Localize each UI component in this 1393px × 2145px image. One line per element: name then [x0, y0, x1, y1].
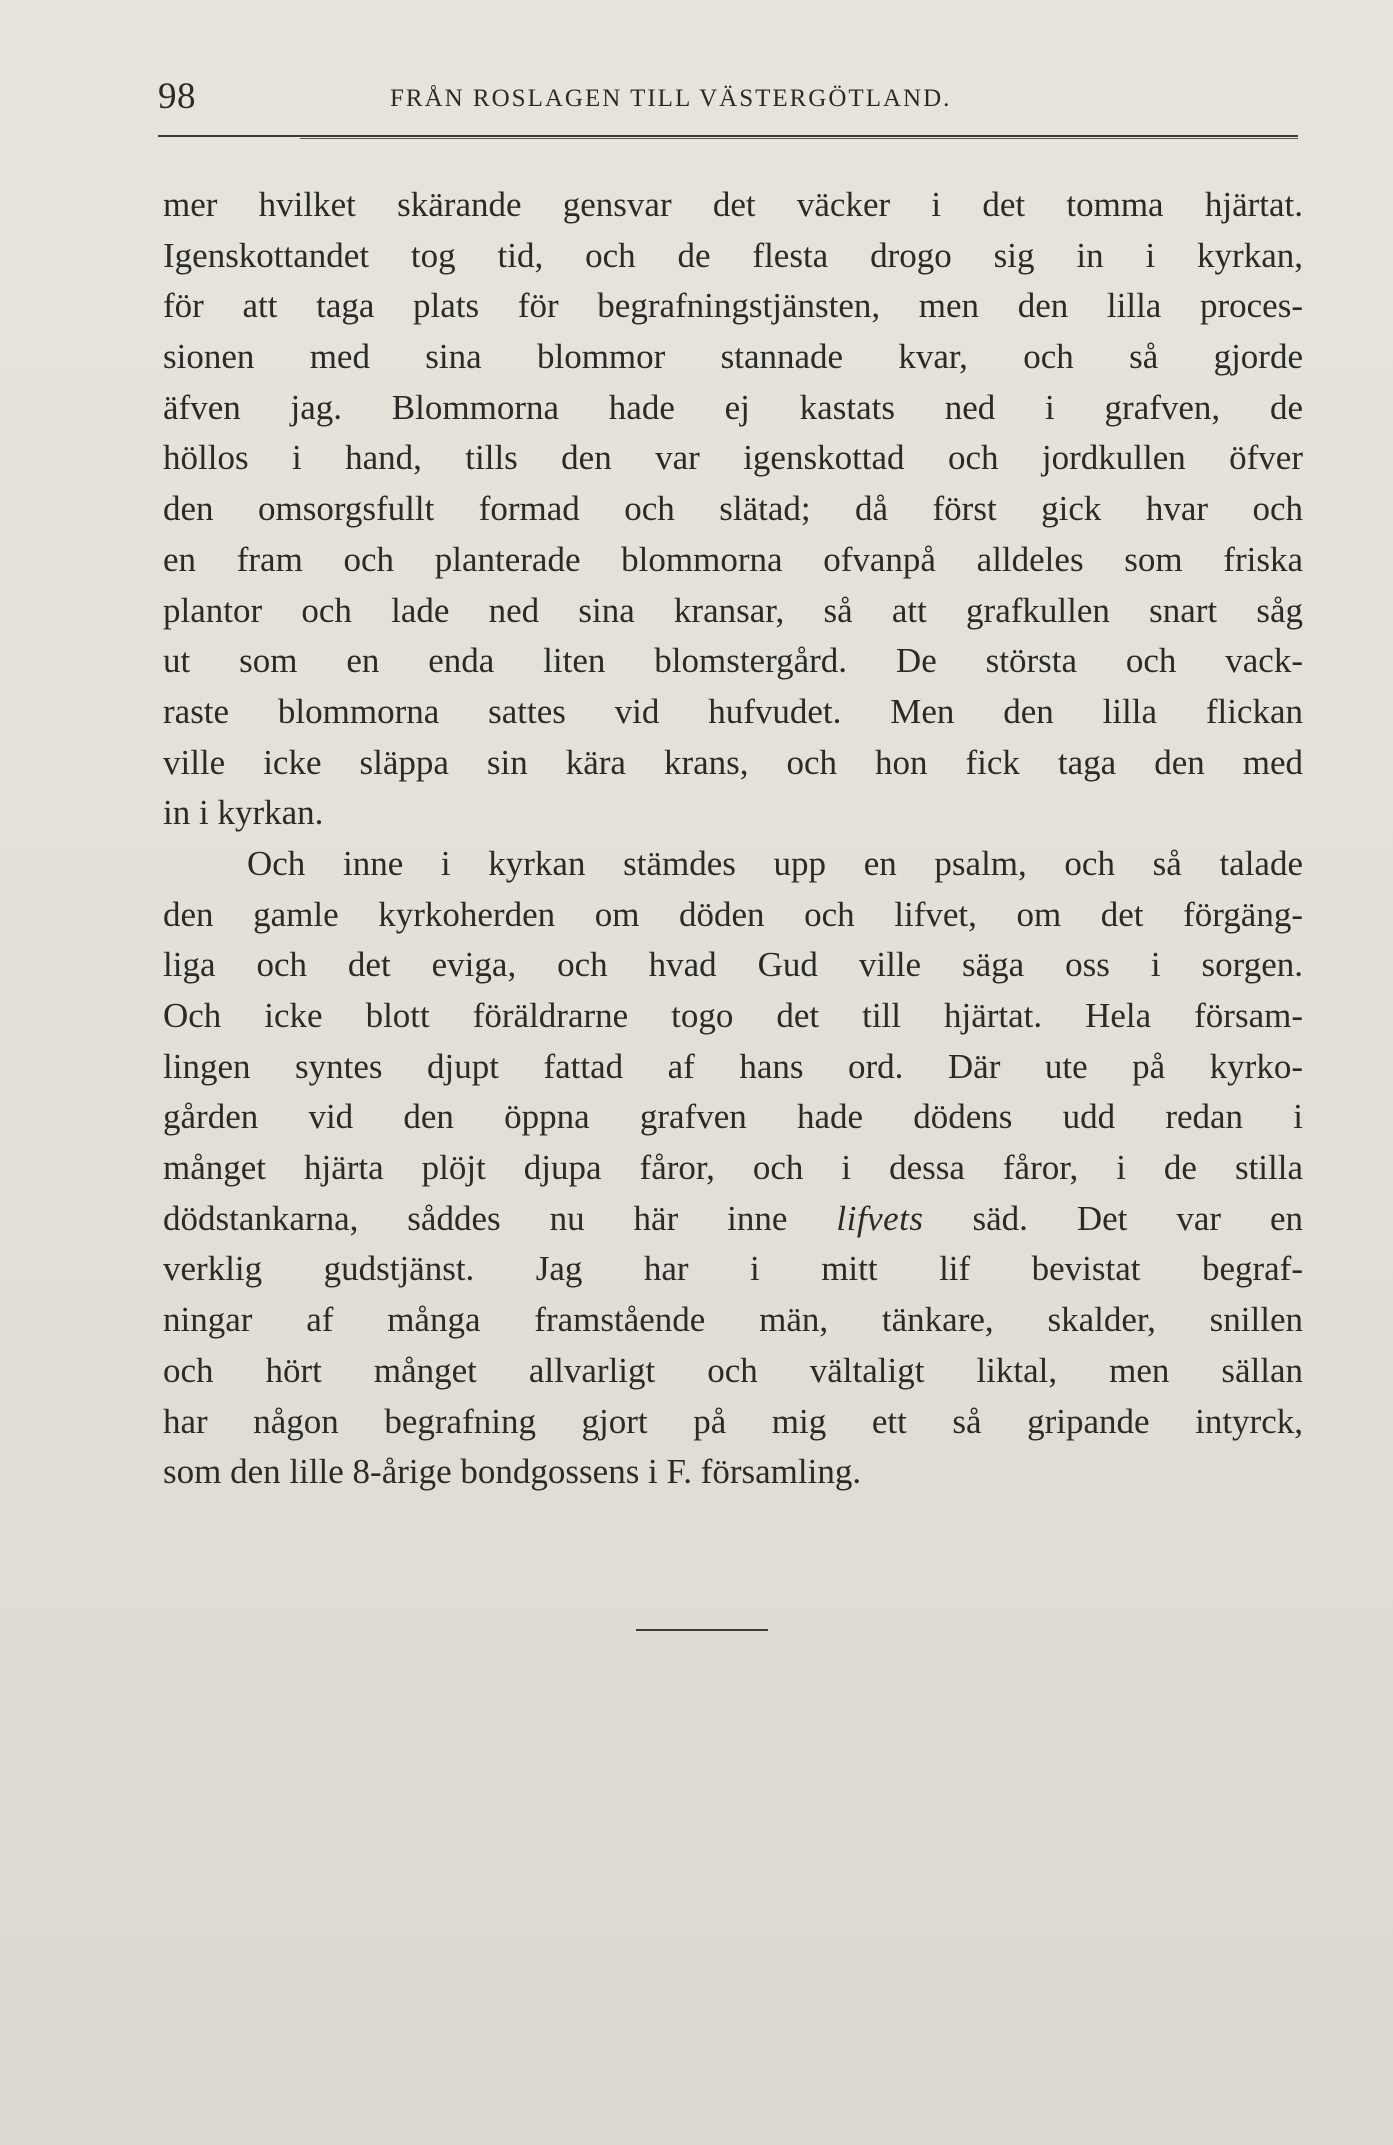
header-rule-secondary [300, 138, 1298, 139]
text-line: en fram och planterade blommorna ofvanpå alldeles som friska [163, 539, 1303, 579]
text-line: raste blommorna sattes vid hufvudet. Men den lilla flickan [163, 691, 1303, 731]
text-line: liga och det eviga, och hvad Gud ville säga oss i sorgen. [163, 945, 1303, 985]
text-line: den omsorgsfullt formad och slätad; då först gick hvar och [163, 489, 1303, 529]
text-line: för att taga plats för begrafningstjänsten, men den lilla proces- [163, 286, 1303, 326]
text-line: har någon begrafning gjort på mig ett så gripande intyrck, [163, 1401, 1303, 1441]
text-line: som den lille 8-årige bondgossens i F. församling. [163, 1452, 862, 1492]
text-line: gården vid den öppna grafven hade dödens udd redan i [163, 1097, 1303, 1137]
page-number: 98 [158, 76, 196, 117]
text-line: och hört månget allvarligt och vältaligt liktal, men sällan [163, 1350, 1303, 1390]
text-line-mixed [163, 1194, 1303, 1245]
text-line: in i kyrkan. [163, 793, 324, 833]
text-segment: dödstankarna, såddes nu här inne [163, 1198, 788, 1238]
header-rule [158, 135, 1298, 137]
text-line: plantor och lade ned sina kransar, så att grafkullen snart såg [163, 590, 1303, 630]
end-rule [636, 1629, 768, 1631]
text-line: sionen med sina blommor stannade kvar, och så gjorde [163, 337, 1303, 377]
text-line: ut som en enda liten blomstergård. De största och vack- [163, 641, 1303, 681]
running-title: FRÅN ROSLAGEN TILL VÄSTERGÖTLAND. [390, 85, 952, 112]
text-line: ville icke släppa sin kära krans, och hon fick taga den med [163, 742, 1303, 782]
text-line: lingen syntes djupt fattad af hans ord. Där ute på kyrko- [163, 1046, 1303, 1086]
text-line: Och inne i kyrkan stämdes upp en psalm, och så talade [247, 843, 1303, 883]
text-line: ningar af många framstående män, tänkare, skalder, snillen [163, 1300, 1303, 1340]
text-line: Och icke blott föräldrarne togo det till hjärtat. Hela försam- [163, 996, 1303, 1035]
text-segment: säd. Det var en [972, 1198, 1303, 1238]
body-text [163, 180, 1303, 1498]
text-line: Igenskottandet tog tid, och de flesta drogo sig in i kyrkan, [163, 235, 1303, 275]
text-line: mer hvilket skärande gensvar det väcker i det tomma hjärtat. [163, 185, 1303, 224]
text-line: äfven jag. Blommorna hade ej kastats ned i grafven, de [163, 387, 1303, 427]
text-line: den gamle kyrkoherden om döden och lifvet, om det förgäng- [163, 894, 1303, 934]
page-header [158, 75, 1308, 119]
italic-word: lifvets [836, 1198, 924, 1238]
text-line: månget hjärta plöjt djupa fåror, och i dessa fåror, i de stilla [163, 1148, 1303, 1188]
text-line: verklig gudstjänst. Jag har i mitt lif bevistat begraf- [163, 1249, 1303, 1289]
text-line: höllos i hand, tills den var igenskottad och jordkullen öfver [163, 438, 1303, 478]
